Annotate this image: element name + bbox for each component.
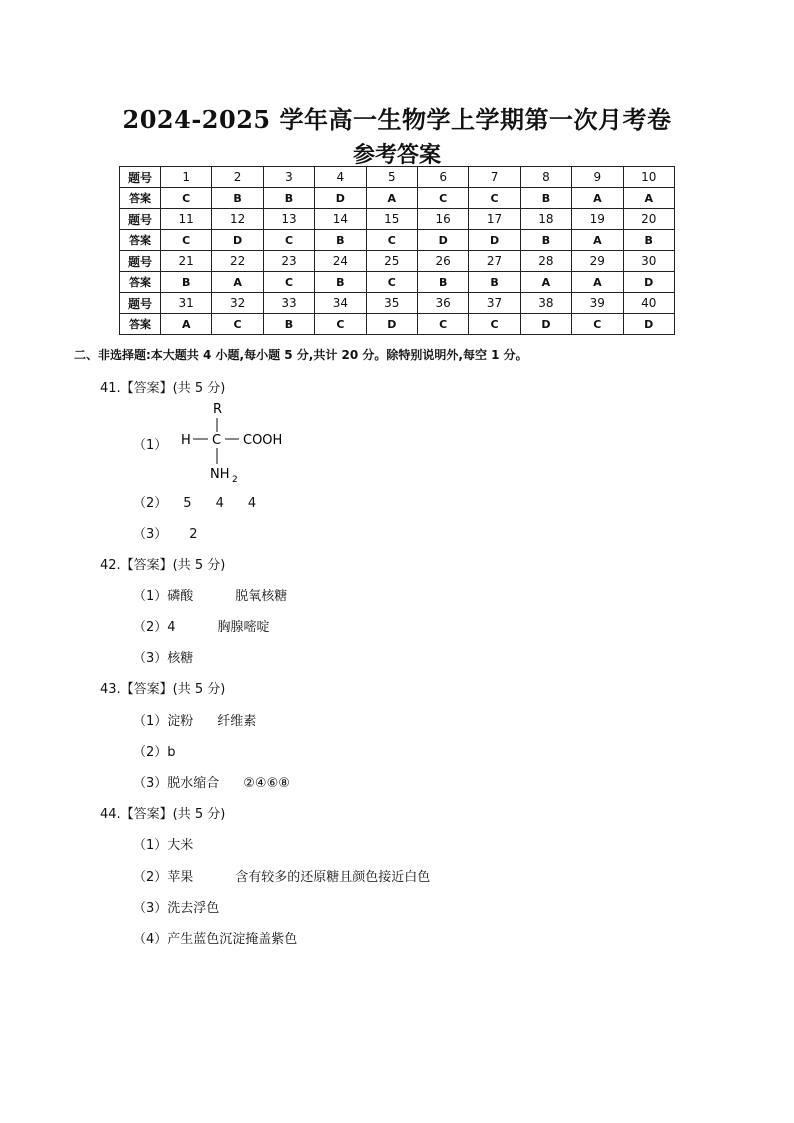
document-title: 2024-2025 学年高一生物学上学期第一次月考卷 xyxy=(122,105,672,134)
q42-part3: （3）核糖 xyxy=(133,651,194,666)
answer-cell: D xyxy=(315,188,366,209)
answer-cell: D xyxy=(212,230,263,251)
question-number-cell: 35 xyxy=(366,293,417,314)
answer-cell: B xyxy=(212,188,263,209)
answer-cell: C xyxy=(417,314,468,335)
question-number-cell: 21 xyxy=(161,251,212,272)
q42-part2-answer-a: （2）4 xyxy=(133,620,176,635)
answer-cell: B xyxy=(315,230,366,251)
answer-cell: B xyxy=(161,272,212,293)
q42-heading: 42.【答案】(共 5 分) xyxy=(100,558,226,573)
q41-part2 xyxy=(133,492,256,511)
q42-part2 xyxy=(133,616,270,635)
q43-part1-answer-a: （1）淀粉 xyxy=(133,714,194,729)
answer-cell: C xyxy=(263,272,314,293)
answer-cell: B xyxy=(469,272,520,293)
question-number-cell: 34 xyxy=(315,293,366,314)
q43-part2: （2）b xyxy=(133,745,176,760)
answer-cell: A xyxy=(623,188,674,209)
answer-row xyxy=(120,230,675,251)
struct-hydrogen: H xyxy=(181,433,191,448)
answer-cell: D xyxy=(623,272,674,293)
question-number-label: 题号 xyxy=(120,293,161,314)
q43-part3 xyxy=(133,772,290,791)
section-heading: 二、非选择题:本大题共 4 小题,每小题 5 分,共计 20 分。除特别说明外,每空 1 分。 xyxy=(74,348,528,362)
answer-cell: C xyxy=(263,230,314,251)
question-number-cell: 15 xyxy=(366,209,417,230)
answer-row xyxy=(120,272,675,293)
question-number-cell: 17 xyxy=(469,209,520,230)
answer-cell: C xyxy=(417,188,468,209)
question-number-cell: 27 xyxy=(469,251,520,272)
question-number-cell: 14 xyxy=(315,209,366,230)
question-number-cell: 38 xyxy=(520,293,571,314)
answer-cell: C xyxy=(315,314,366,335)
question-number-row xyxy=(120,167,675,188)
answer-cell: B xyxy=(263,188,314,209)
q41-part2-answer-b: 4 xyxy=(215,496,224,511)
answer-cell: A xyxy=(572,230,623,251)
question-number-cell: 3 xyxy=(263,167,314,188)
struct-carboxyl: COOH xyxy=(243,433,283,448)
q43-part1 xyxy=(133,710,256,729)
answer-row-label: 答案 xyxy=(120,188,161,209)
answer-cell: B xyxy=(623,230,674,251)
answer-row-label: 答案 xyxy=(120,272,161,293)
answer-cell: B xyxy=(520,188,571,209)
answer-cell: D xyxy=(520,314,571,335)
question-number-cell: 28 xyxy=(520,251,571,272)
question-number-cell: 2 xyxy=(212,167,263,188)
question-number-cell: 10 xyxy=(623,167,674,188)
question-number-cell: 36 xyxy=(417,293,468,314)
answer-cell: C xyxy=(366,230,417,251)
answer-row-label: 答案 xyxy=(120,230,161,251)
question-number-cell: 16 xyxy=(417,209,468,230)
q41-part1-label: （1） xyxy=(133,438,168,453)
question-number-row xyxy=(120,293,675,314)
answer-cell: A xyxy=(161,314,212,335)
answer-cell: A xyxy=(572,272,623,293)
struct-amino-subscript: 2 xyxy=(232,475,238,485)
q41-part3 xyxy=(133,523,198,542)
answer-cell: B xyxy=(417,272,468,293)
answer-row xyxy=(120,188,675,209)
question-number-cell: 9 xyxy=(572,167,623,188)
answer-cell: D xyxy=(366,314,417,335)
question-number-cell: 1 xyxy=(161,167,212,188)
answer-table xyxy=(119,166,675,335)
q44-part1: （1）大米 xyxy=(133,838,194,853)
q42-part2-answer-b: 胸腺嘧啶 xyxy=(217,620,270,635)
question-number-cell: 22 xyxy=(212,251,263,272)
answer-cell: A xyxy=(572,188,623,209)
question-number-cell: 29 xyxy=(572,251,623,272)
q44-part4: （4）产生蓝色沉淀掩盖紫色 xyxy=(133,932,298,947)
answer-cell: B xyxy=(520,230,571,251)
q41-part2-label: （2） xyxy=(133,496,168,511)
q44-part3: （3）洗去浮色 xyxy=(133,901,220,916)
question-number-cell: 37 xyxy=(469,293,520,314)
answer-cell: D xyxy=(623,314,674,335)
question-number-row xyxy=(120,251,675,272)
question-number-cell: 12 xyxy=(212,209,263,230)
q41-part2-answer-c: 4 xyxy=(247,496,257,511)
q44-part2-answer-a: （2）苹果 xyxy=(133,870,194,885)
q44-part2-answer-b: 含有较多的还原糖且颜色接近白色 xyxy=(235,870,431,885)
answer-cell: C xyxy=(469,188,520,209)
question-number-cell: 24 xyxy=(315,251,366,272)
q41-heading: 41.【答案】(共 5 分) xyxy=(100,381,226,396)
question-number-cell: 39 xyxy=(572,293,623,314)
question-number-cell: 5 xyxy=(366,167,417,188)
q44-heading: 44.【答案】(共 5 分) xyxy=(100,807,226,822)
question-number-cell: 26 xyxy=(417,251,468,272)
answer-cell: C xyxy=(161,230,212,251)
answer-cell: C xyxy=(572,314,623,335)
amino-acid-structure-diagram xyxy=(175,398,305,488)
question-number-cell: 25 xyxy=(366,251,417,272)
answer-cell: A xyxy=(212,272,263,293)
answer-row xyxy=(120,314,675,335)
question-number-cell: 13 xyxy=(263,209,314,230)
question-number-cell: 8 xyxy=(520,167,571,188)
answer-cell: D xyxy=(417,230,468,251)
struct-carbon: C xyxy=(212,433,222,448)
answer-cell: B xyxy=(315,272,366,293)
question-number-label: 题号 xyxy=(120,167,161,188)
question-number-cell: 23 xyxy=(263,251,314,272)
question-number-label: 题号 xyxy=(120,209,161,230)
q43-part3-answer-a: （3）脱水缩合 xyxy=(133,776,220,791)
question-number-label: 题号 xyxy=(120,251,161,272)
question-number-cell: 11 xyxy=(161,209,212,230)
answer-cell: B xyxy=(263,314,314,335)
answer-cell: C xyxy=(212,314,263,335)
struct-amino: NH xyxy=(210,467,230,482)
question-number-cell: 30 xyxy=(623,251,674,272)
answer-cell: C xyxy=(161,188,212,209)
question-number-cell: 6 xyxy=(417,167,468,188)
question-number-row xyxy=(120,209,675,230)
q43-part1-answer-b: 纤维素 xyxy=(217,714,257,729)
answer-row-label: 答案 xyxy=(120,314,161,335)
q41-part3-answer: 2 xyxy=(189,527,198,542)
document-subtitle: 参考答案 xyxy=(352,142,441,168)
question-number-cell: 33 xyxy=(263,293,314,314)
question-number-cell: 32 xyxy=(212,293,263,314)
answer-cell: C xyxy=(469,314,520,335)
answer-cell: A xyxy=(520,272,571,293)
answer-cell: A xyxy=(366,188,417,209)
q42-part1-answer-b: 脱氧核糖 xyxy=(235,589,288,604)
q42-part1 xyxy=(133,585,287,604)
question-number-cell: 19 xyxy=(572,209,623,230)
question-number-cell: 18 xyxy=(520,209,571,230)
q41-part2-answer-a: 5 xyxy=(183,496,192,511)
question-number-cell: 20 xyxy=(623,209,674,230)
answer-table-body xyxy=(120,167,675,335)
q43-part3-answer-b: ②④⑥⑧ xyxy=(243,776,290,791)
q41-part3-label: （3） xyxy=(133,527,168,542)
question-number-cell: 7 xyxy=(469,167,520,188)
question-number-cell: 40 xyxy=(623,293,674,314)
struct-r-group: R xyxy=(213,402,223,417)
answer-cell: D xyxy=(469,230,520,251)
answer-cell: C xyxy=(366,272,417,293)
q42-part1-answer-a: （1）磷酸 xyxy=(133,589,194,604)
question-number-cell: 4 xyxy=(315,167,366,188)
q43-heading: 43.【答案】(共 5 分) xyxy=(100,682,226,697)
question-number-cell: 31 xyxy=(161,293,212,314)
q44-part2 xyxy=(133,866,430,885)
